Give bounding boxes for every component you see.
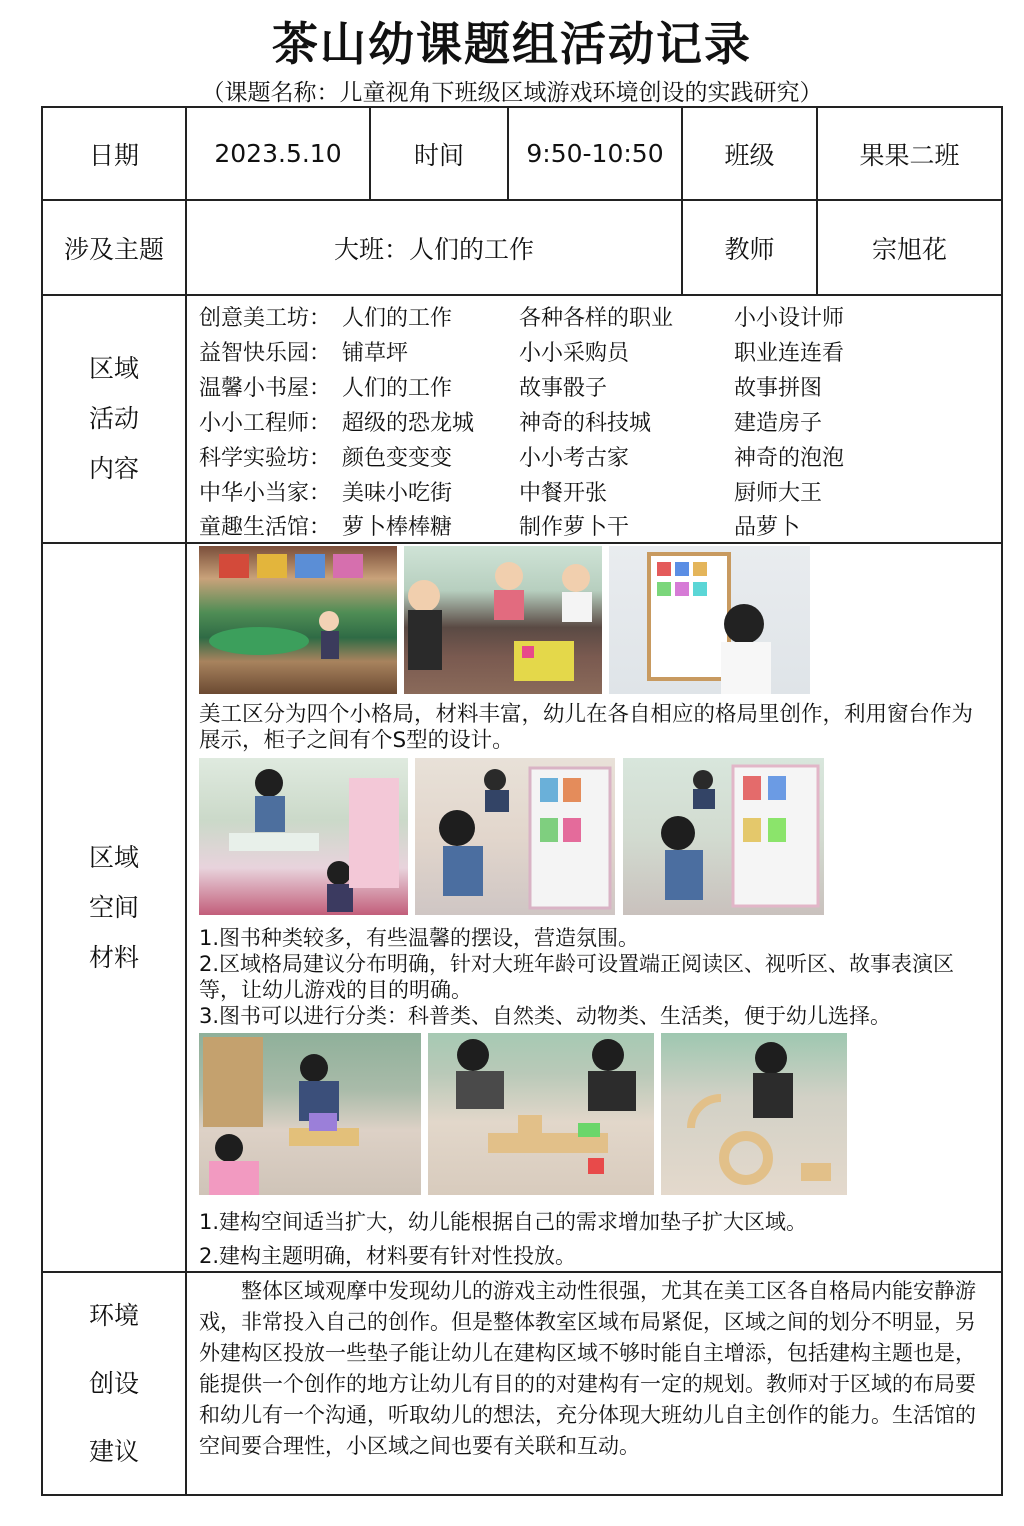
- space-label-line: 材料: [88, 942, 139, 972]
- art-area-illustration: [199, 546, 397, 694]
- activity-item: 美味小吃街: [342, 481, 453, 506]
- activity-area: 益智快乐园：: [199, 341, 332, 366]
- activity-item: 铺草坪: [342, 341, 409, 366]
- class-value: 果果二班: [859, 140, 960, 170]
- theme-value: 大班：人们的工作: [333, 234, 534, 264]
- build-area-photo: [661, 1033, 847, 1195]
- activity-item: 颜色变变变: [342, 446, 453, 471]
- activity-area: 温馨小书屋：: [199, 376, 332, 401]
- space-label-line: 区域: [88, 842, 139, 872]
- activity-item: 职业连连看: [734, 341, 845, 366]
- date-label: 日期: [88, 140, 139, 170]
- activity-item: 制作萝卜干: [519, 515, 630, 540]
- activity-item: 品萝卜: [734, 515, 801, 540]
- activity-item: 小小设计师: [734, 306, 845, 331]
- activity-label-line: 活动: [88, 404, 139, 433]
- activity-item: 神奇的泡泡: [734, 446, 845, 471]
- art-area-illustration: [609, 546, 810, 694]
- book-area-note: 3.图书可以进行分类：科普类、自然类、动物类、生活类，便于幼儿选择。: [199, 1004, 892, 1028]
- build-area-photo: [428, 1033, 654, 1195]
- book-area-photo: [415, 758, 615, 915]
- build-area-photo: [199, 1033, 421, 1195]
- book-area-photo: [199, 758, 408, 915]
- activity-item: 建造房子: [734, 411, 823, 436]
- activity-item: 小小考古家: [519, 446, 630, 471]
- activity-label-line: 内容: [88, 454, 139, 483]
- book-area-note: 2.区域格局建议分布明确，针对大班年龄可设置端正阅读区、视听区、故事表演区等，让幼儿游戏的目的明确。: [199, 952, 955, 1002]
- class-label: 班级: [724, 140, 775, 170]
- activity-area: 科学实验坊：: [199, 446, 332, 471]
- book-area-illustration: [199, 758, 408, 915]
- book-area-photo: [623, 758, 824, 915]
- book-area-illustration: [623, 758, 824, 915]
- art-area-photo: [404, 546, 602, 694]
- book-area-note: 1.图书种类较多，有些温馨的摆设，营造氛围。: [199, 926, 640, 950]
- activity-area: 创意美工坊：: [199, 306, 332, 331]
- activity-item: 中餐开张: [519, 481, 608, 506]
- suggestion-label-line: 环境: [88, 1300, 139, 1330]
- activity-area: 小小工程师：: [199, 411, 332, 436]
- page-subtitle: （课题名称：儿童视角下班级区域游戏环境创设的实践研究）: [201, 80, 823, 106]
- space-section-label: [43, 544, 185, 1271]
- activity-item: 各种各样的职业: [519, 306, 674, 331]
- activity-label-line: 区域: [88, 354, 139, 383]
- activity-item: 故事拼图: [734, 376, 823, 401]
- col-divider: [185, 106, 187, 1496]
- space-label-line: 空间: [88, 892, 139, 922]
- build-area-note: 1.建构空间适当扩大，幼儿能根据自己的需求增加垫子扩大区域。: [199, 1210, 808, 1234]
- suggestion-label-line: 创设: [88, 1368, 139, 1398]
- art-area-photo: [199, 546, 397, 694]
- art-area-description: 美工区分为四个小格局，材料丰富，幼儿在各自相应的格局里创作，利用窗台作为展示，柜子之间有个S型的设计。: [199, 702, 974, 753]
- teacher-value: 宗旭花: [871, 234, 947, 264]
- time-label: 时间: [413, 140, 464, 170]
- activity-item: 萝卜棒棒糖: [342, 515, 453, 540]
- activity-section-label: [43, 296, 185, 542]
- art-area-illustration: [404, 546, 602, 694]
- activity-item: 超级的恐龙城: [342, 411, 475, 436]
- build-area-note: 2.建构主题明确，材料要有针对性投放。: [199, 1244, 577, 1268]
- suggestion-text: 整体区域观摩中发现幼儿的游戏主动性很强，尤其在美工区各自格局内能安静游戏，非常投入自己的创作。但是整体教室区域布局紧促，区域之间的划分不明显，另外建构区投放一些垫子能让幼儿在建构区域不够时能自主增添，包括建构主题也是，能提供一个创作的地方让幼儿有目的的对建构有一定的规划。教师对于区域的布局要和幼儿有一个沟通，听取幼儿的想法，充分体现大班幼儿自主创作的能力。生活馆的空间要合理性，小区域之间也要有关联和互动。: [199, 1279, 976, 1458]
- theme-label: 涉及主题: [63, 234, 164, 264]
- time-value: 9:50-10:50: [526, 139, 664, 168]
- activity-item: 人们的工作: [342, 306, 453, 331]
- activity-area: 童趣生活馆：: [199, 515, 332, 540]
- activity-area: 中华小当家：: [199, 481, 332, 506]
- build-area-illustration: [428, 1033, 654, 1195]
- build-area-illustration: [661, 1033, 847, 1195]
- book-area-illustration: [415, 758, 615, 915]
- build-area-illustration: [199, 1033, 421, 1195]
- suggestion-section-label: [43, 1273, 185, 1494]
- suggestion-label-line: 建议: [88, 1436, 139, 1466]
- art-area-photo: [609, 546, 810, 694]
- activity-item: 小小采购员: [519, 341, 630, 366]
- activity-item: 故事骰子: [519, 376, 608, 401]
- teacher-label: 教师: [724, 234, 775, 264]
- activity-item: 神奇的科技城: [519, 411, 652, 436]
- date-value: 2023.5.10: [214, 139, 342, 168]
- activity-item: 厨师大王: [734, 481, 823, 506]
- page-title: 茶山幼课题组活动记录: [272, 17, 752, 71]
- activity-item: 人们的工作: [342, 376, 453, 401]
